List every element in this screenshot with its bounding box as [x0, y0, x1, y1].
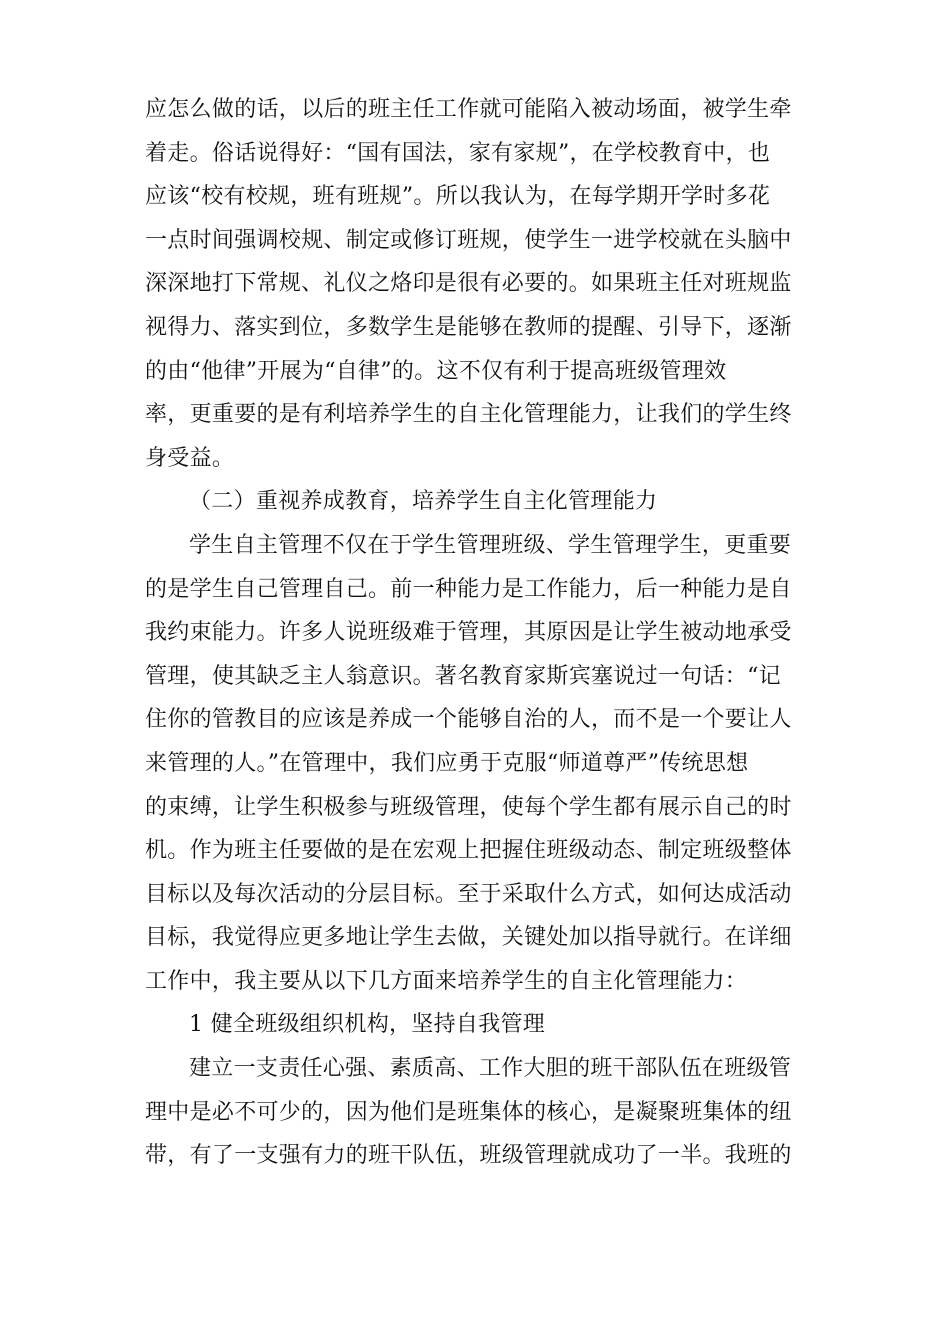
text-line: 住你的管教目的应该是养成一个能够自治的人，而不是一个要让人 [145, 707, 792, 733]
text-line: 目标以及每次活动的分层目标。至于采取什么方式，如何达成活动 [145, 881, 792, 907]
text-line: 率，更重要的是有利培养学生的自主化管理能力，让我们的学生终 [145, 402, 792, 428]
paragraph-start-line: 建立一支责任心强、素质高、工作大胆的班干部队伍在班级管 [189, 1056, 792, 1082]
text-line: 目标，我觉得应更多地让学生去做，关键处加以指导就行。在详细 [145, 925, 792, 951]
text-line: 深深地打下常规、礼仪之烙印是很有必要的。如果班主任对班规监 [145, 271, 792, 297]
subsection-heading: 1 健全班级组织机构，坚持自我管理 [189, 1012, 546, 1038]
text-line: 身受益。 [145, 445, 235, 471]
text-line: 机。作为班主任要做的是在宏观上把握住班级动态、制定班级整体 [145, 838, 792, 864]
paragraph-start-line: 学生自主管理不仅在于学生管理班级、学生管理学生，更重要 [189, 532, 792, 558]
text-line: 一点时间强调校规、制定或修订班规，使学生一进学校就在头脑中 [145, 227, 792, 253]
text-line: 应该“校有校规，班有班规”。所以我认为，在每学期开学时多花 [145, 184, 771, 210]
text-line: 的束缚，让学生积极参与班级管理，使每个学生都有展示自己的时 [145, 794, 792, 820]
text-line: 的是学生自己管理自己。前一种能力是工作能力，后一种能力是自 [145, 576, 792, 602]
text-line: 应怎么做的话，以后的班主任工作就可能陷入被动场面，被学生牵 [145, 97, 792, 122]
body-text [145, 88, 845, 1178]
text-line: 工作中，我主要从以下几方面来培养学生的自主化管理能力： [145, 968, 748, 994]
text-line: 来管理的人。”在管理中，我们应勇于克服“师道尊严”传统思想 [145, 750, 749, 776]
text-line: 我约束能力。许多人说班级难于管理，其原因是让学生被动地承受 [145, 620, 792, 646]
text-line: 理中是必不可少的，因为他们是班集体的核心，是凝聚班集体的纽 [145, 1099, 792, 1125]
text-line: 管理，使其缺乏主人翁意识。著名教育家斯宾塞说过一句话：“记 [145, 663, 781, 689]
text-line: 带，有了一支强有力的班干队伍，班级管理就成功了一半。我班的 [145, 1143, 792, 1169]
text-line: 的由“他律”开展为“自律”的。这不仅有利于提高班级管理效 [145, 358, 727, 384]
text-line: 着走。俗话说得好：“国有国法，家有家规”，在学校教育中，也 [145, 140, 771, 166]
text-line: 视得力、落实到位，多数学生是能够在教师的提醒、引导下，逐渐 [145, 314, 792, 340]
section-heading: （二）重视养成教育，培养学生自主化管理能力 [189, 489, 658, 515]
